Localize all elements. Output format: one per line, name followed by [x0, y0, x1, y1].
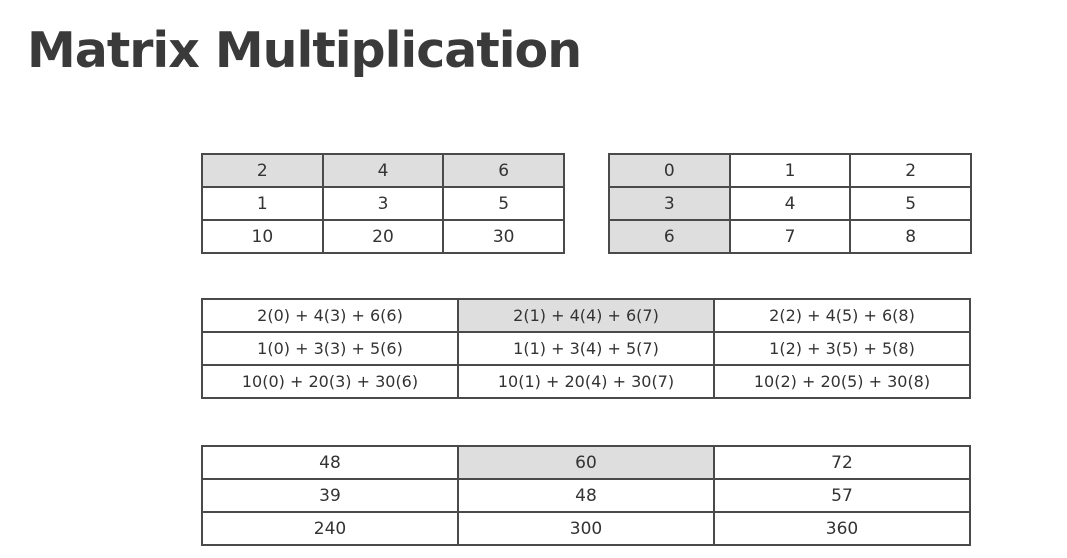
matrix-work-cell: 10(1) + 20(4) + 30(7)	[458, 365, 714, 398]
matrix-result-cell: 240	[202, 512, 458, 545]
matrix-work-cell: 10(0) + 20(3) + 30(6)	[202, 365, 458, 398]
matrix-result-cell: 60	[458, 446, 714, 479]
matrix-result	[201, 445, 971, 546]
matrix-result-cell: 300	[458, 512, 714, 545]
matrix-work-cell: 2(0) + 4(3) + 6(6)	[202, 299, 458, 332]
matrix-b-row	[609, 154, 971, 187]
matrix-a-cell: 10	[202, 220, 323, 253]
matrix-b-cell: 7	[730, 220, 851, 253]
matrix-b-cell: 0	[609, 154, 730, 187]
matrix-result-row	[202, 479, 970, 512]
matrix-work-row	[202, 332, 970, 365]
matrix-work-cell: 10(2) + 20(5) + 30(8)	[714, 365, 970, 398]
matrix-a-cell: 2	[202, 154, 323, 187]
matrix-b-cell: 3	[609, 187, 730, 220]
matrix-b-cell: 8	[850, 220, 971, 253]
matrix-a-cell: 4	[323, 154, 444, 187]
matrix-work-cell: 1(2) + 3(5) + 5(8)	[714, 332, 970, 365]
matrix-b-cell: 4	[730, 187, 851, 220]
matrix-result-cell: 48	[202, 446, 458, 479]
matrix-a-row	[202, 220, 564, 253]
matrix-a-cell: 30	[443, 220, 564, 253]
matrix-a-cell: 1	[202, 187, 323, 220]
matrix-a-cell: 6	[443, 154, 564, 187]
matrix-result-cell: 57	[714, 479, 970, 512]
matrix-result-row	[202, 446, 970, 479]
matrix-result-cell: 48	[458, 479, 714, 512]
matrix-b-row	[609, 220, 971, 253]
matrix-a-cell: 3	[323, 187, 444, 220]
matrix-b	[608, 153, 972, 254]
matrix-b-cell: 1	[730, 154, 851, 187]
matrix-a-cell: 20	[323, 220, 444, 253]
matrix-result-cell: 360	[714, 512, 970, 545]
matrix-a-row	[202, 154, 564, 187]
matrix-b-row	[609, 187, 971, 220]
matrix-work-cell: 1(0) + 3(3) + 5(6)	[202, 332, 458, 365]
matrix-work-row	[202, 299, 970, 332]
matrix-b-cell: 6	[609, 220, 730, 253]
matrix-result-row	[202, 512, 970, 545]
matrix-a-row	[202, 187, 564, 220]
matrix-b-cell: 5	[850, 187, 971, 220]
page-title: Matrix Multiplication	[27, 22, 582, 79]
matrix-result-cell: 39	[202, 479, 458, 512]
matrix-result-cell: 72	[714, 446, 970, 479]
matrix-b-cell: 2	[850, 154, 971, 187]
matrix-a	[201, 153, 565, 254]
matrix-work-cell: 2(1) + 4(4) + 6(7)	[458, 299, 714, 332]
matrix-a-cell: 5	[443, 187, 564, 220]
matrix-work	[201, 298, 971, 399]
matrix-work-cell: 1(1) + 3(4) + 5(7)	[458, 332, 714, 365]
matrix-work-cell: 2(2) + 4(5) + 6(8)	[714, 299, 970, 332]
matrix-work-row	[202, 365, 970, 398]
